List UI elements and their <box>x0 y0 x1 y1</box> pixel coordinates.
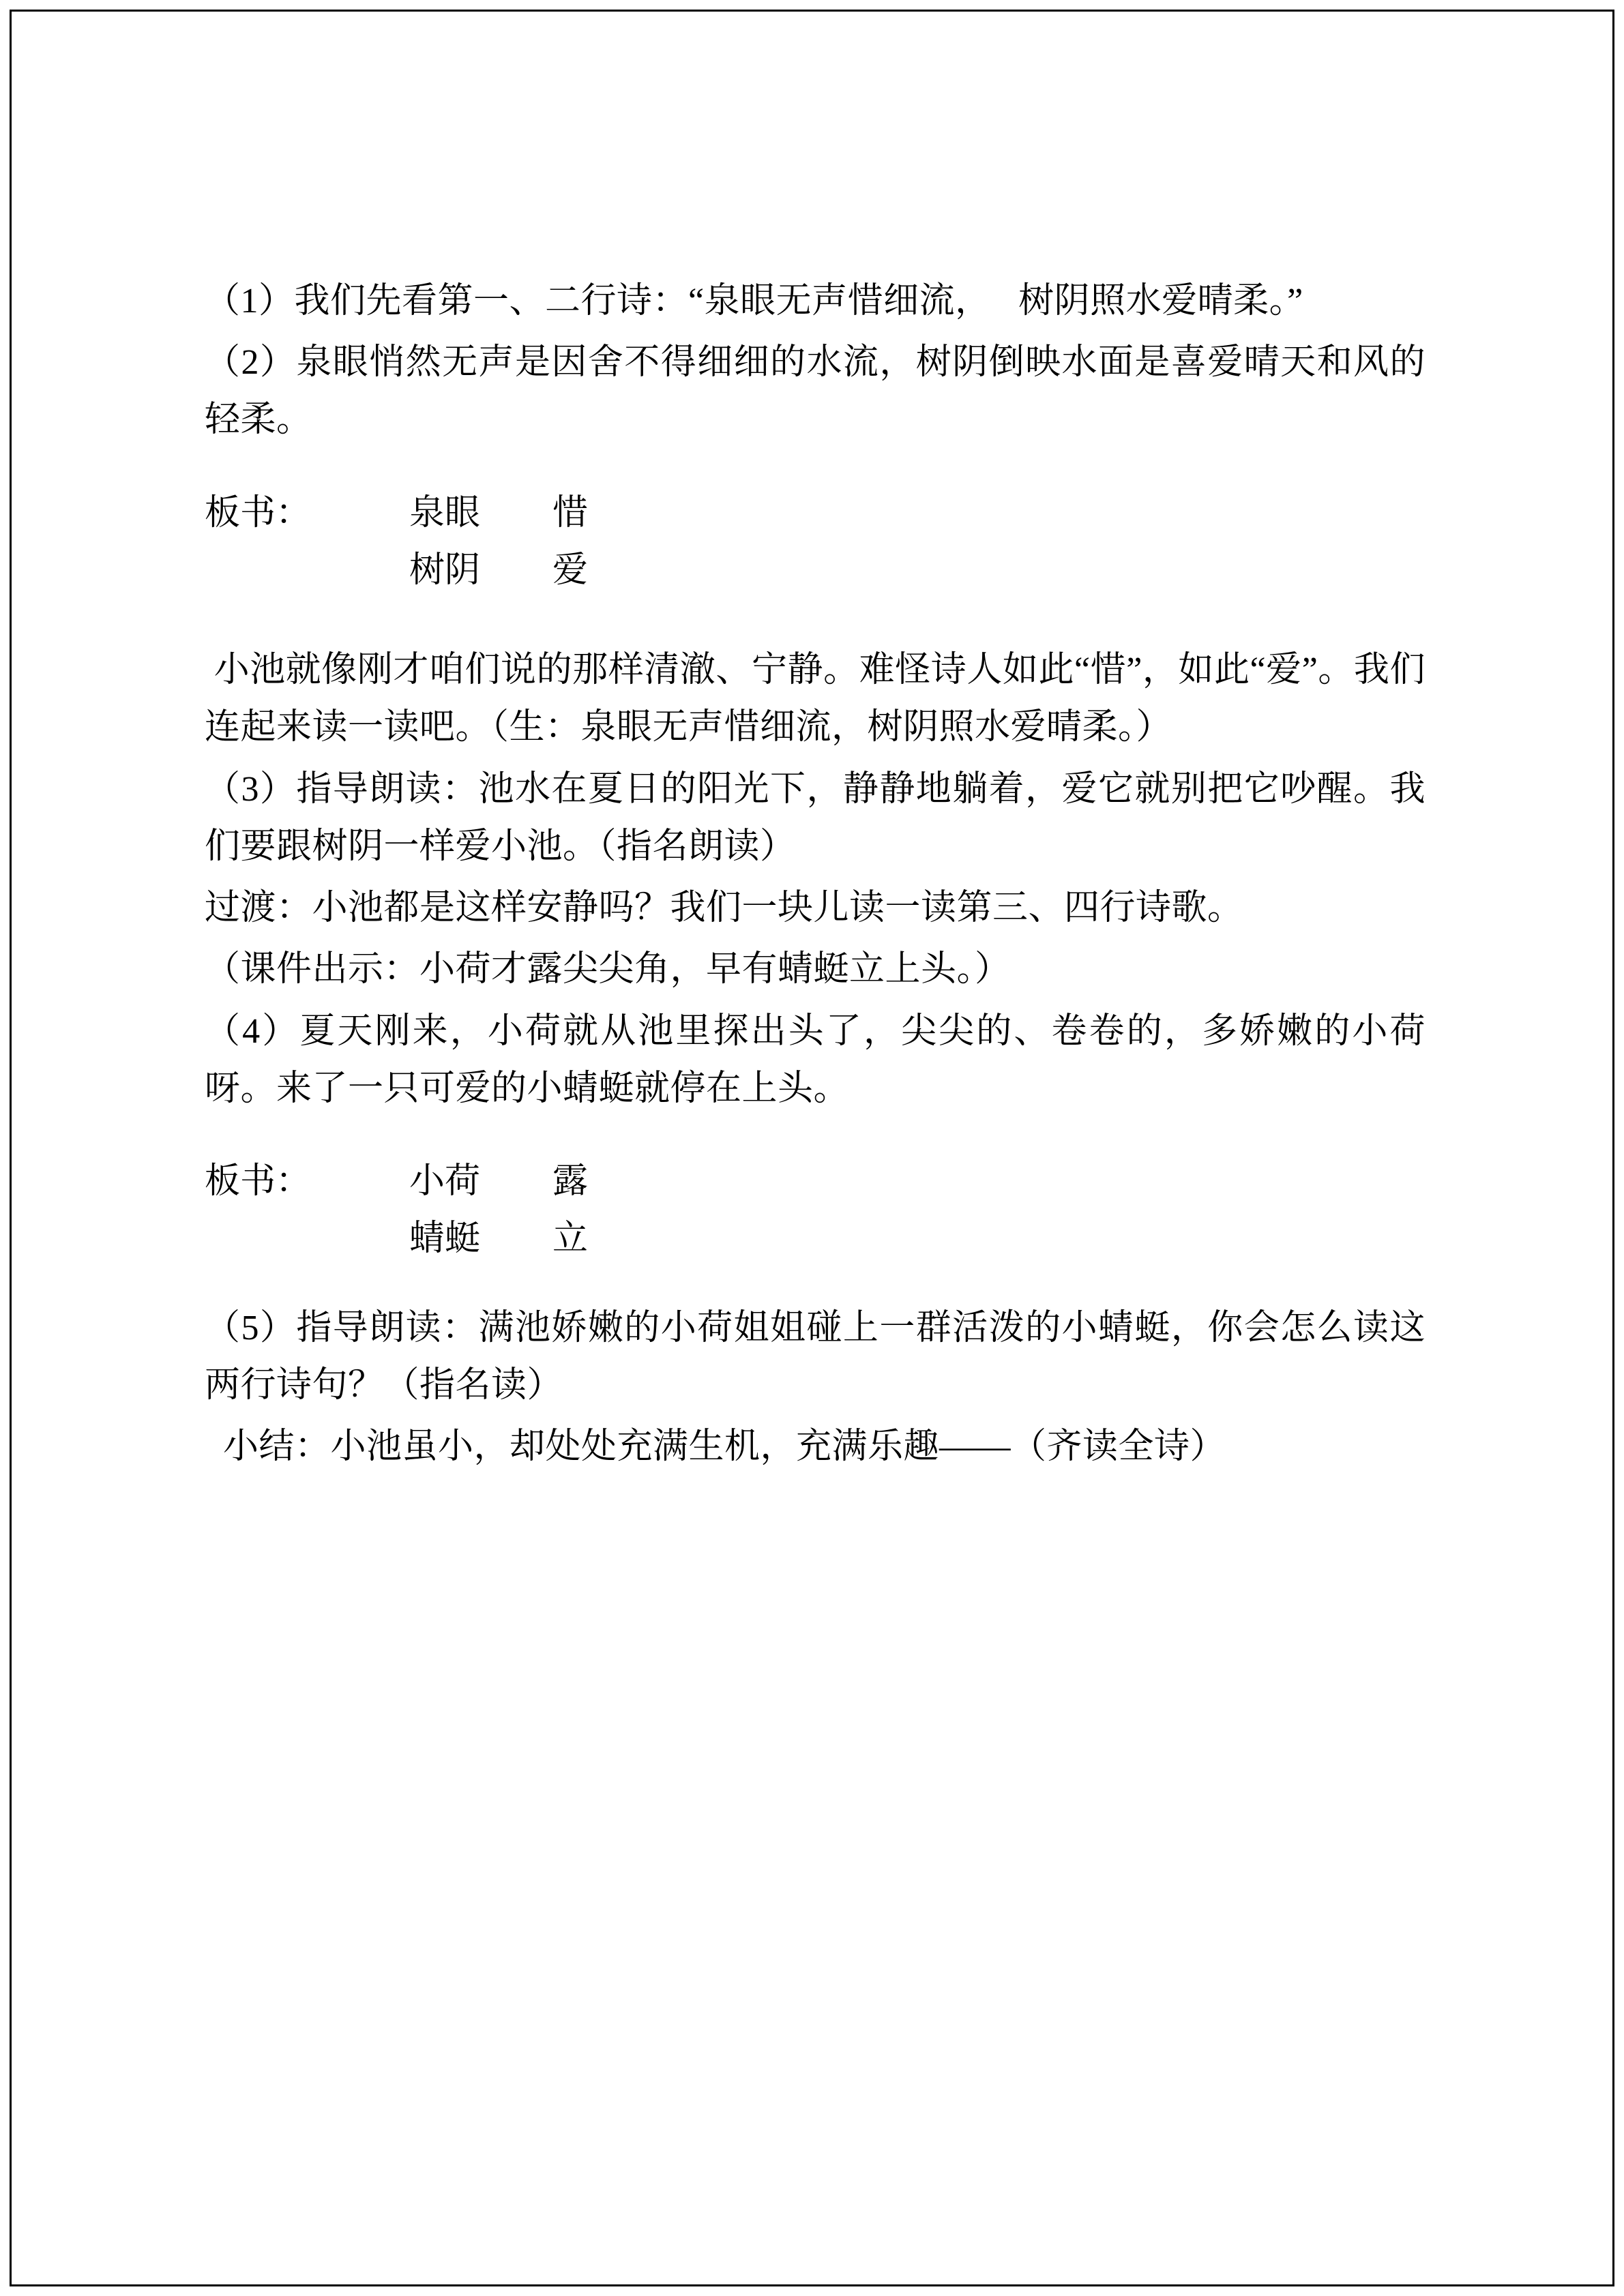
board-2-row-2-term: 蜻蜓 <box>409 1219 481 1259</box>
board-1-row-1-term: 泉眼 <box>409 493 481 533</box>
board-2-row-1-verb: 露 <box>552 1162 589 1202</box>
board-label-2: 板书： <box>205 1162 312 1202</box>
paragraph-7: （4）夏天刚来，小荷就从池里探出头了，尖尖的、卷卷的，多娇嫩的小荷呀。来了一只可爱的小蜻蜓就停在上头。 <box>205 1011 1426 1108</box>
board-1-row-2-term: 树阴 <box>409 550 481 590</box>
board-2-row-1-term: 小荷 <box>409 1162 481 1202</box>
spacer <box>205 1122 1426 1153</box>
board-1-row-2-verb: 爱 <box>552 550 589 590</box>
paragraph-5: 过渡：小池都是这样安静吗？我们一块儿读一读第三、四行诗歌。 <box>205 889 1243 928</box>
board-note-2-row-1 <box>205 1153 1426 1210</box>
board-label-1: 板书： <box>205 493 312 533</box>
board-2-row-2-verb: 立 <box>552 1219 589 1259</box>
board-note-2-row-2 <box>205 1210 1426 1268</box>
spacer <box>205 599 1426 642</box>
paragraph-8: （5）指导朗读：满池娇嫩的小荷姐姐碰上一群活泼的小蜻蜓，你会怎么读这两行诗句？（指名读） <box>205 1308 1426 1405</box>
document-content <box>205 273 1426 1480</box>
paragraph-3: 小池就像刚才咱们说的那样清澈、宁静。难怪诗人如此“惜”，如此“爱”。我们连起来读一读吧。（生：泉眼无声惜细流，树阴照水爱晴柔。） <box>205 651 1426 747</box>
board-note-1-row-1 <box>205 485 1426 542</box>
spacer <box>205 453 1426 485</box>
paragraph-6: （课件出示：小荷才露尖尖角，早有蜻蜓立上头。） <box>205 950 1011 989</box>
spacer <box>205 1268 1426 1300</box>
board-1-row-1-verb: 惜 <box>552 493 589 533</box>
paragraph-9: 小结：小池虽小，却处处充满生机，充满乐趣——（齐读全诗） <box>205 1427 1226 1466</box>
board-note-1-row-2 <box>205 542 1426 599</box>
paragraph-4: （3）指导朗读：池水在夏日的阳光下，静静地躺着，爱它就别把它吵醒。我们要跟树阴一样爱小池。（指名朗读） <box>205 769 1426 866</box>
paragraph-2: （2）泉眼悄然无声是因舍不得细细的水流，树阴倒映水面是喜爱晴天和风的轻柔。 <box>205 343 1426 440</box>
paragraph-1: （1）我们先看第一、二行诗：“泉眼无声惜细流， 树阴照水爱晴柔。” <box>205 282 1303 320</box>
